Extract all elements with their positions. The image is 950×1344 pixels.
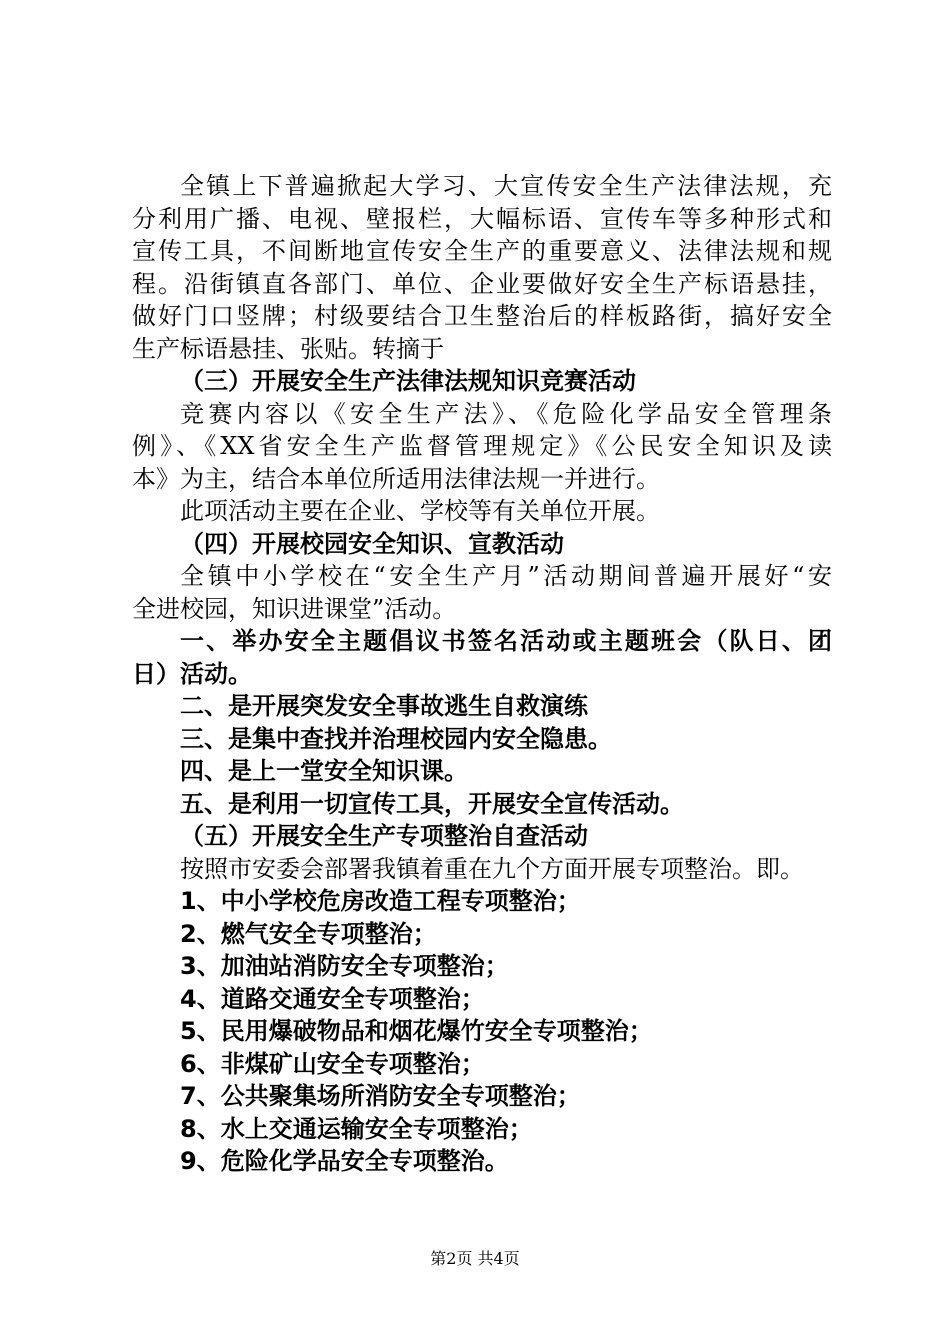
paragraph-rectification: 按照市安委会部署我镇着重在九个方面开展专项整治。即。 [180, 854, 804, 883]
section-heading-5: （五）开展安全生产专项整治自查活动 [180, 822, 588, 850]
paragraph-line: 生产标语悬挂、张贴。转摘于 [132, 334, 444, 363]
list-item: 二、是开展突发安全事故逃生自救演练 [180, 692, 588, 720]
paragraph-line: 程。沿街镇直各部门、单位、企业要做好安全生产标语悬挂， [132, 269, 832, 298]
paragraph-line: 全进校园，知识进课堂”活动。 [132, 594, 457, 623]
list-item: 一、举办安全主题倡议书签名活动或主题班会（队日、团 [180, 627, 832, 655]
paragraph-line: 全镇上下普遍掀起大学习、大宣传安全生产法律法规，充 [180, 172, 832, 200]
school-activity-list [132, 625, 832, 820]
list-item: 9、危险化学品安全专项整治。 [180, 1147, 509, 1175]
list-item: 四、是上一堂安全知识课。 [180, 757, 468, 785]
list-item: 3、加油站消防安全专项整治； [180, 952, 509, 980]
paragraph-campus [132, 560, 832, 625]
paragraph-competition [132, 398, 832, 496]
paragraph-line: 本》为主，结合本单位所适用法律法规一并进行。 [132, 464, 660, 493]
list-item: 1、中小学校危房改造工程专项整治； [180, 887, 581, 915]
list-item: 8、水上交通运输安全专项整治； [180, 1114, 533, 1143]
paragraph-scope: 此项活动主要在企业、学校等有关单位开展。 [180, 497, 660, 525]
section-heading-3: （三）开展安全生产法律法规知识竞赛活动 [180, 367, 636, 395]
list-item: 五、是利用一切宣传工具，开展安全宣传活动。 [180, 789, 684, 818]
list-item: 日）活动。 [132, 659, 252, 688]
paragraph-line: 全镇中小学校在“安全生产月”活动期间普遍开展好“安 [180, 562, 832, 590]
page-number-footer: 第2页 共4页 [430, 1249, 520, 1268]
list-item: 三、是集中查找并治理校园内安全隐患。 [180, 724, 612, 753]
list-item: 6、非煤矿山安全专项整治； [180, 1049, 485, 1078]
paragraph-line: 竞赛内容以《安全生产法》、《危险化学品安全管理条 [180, 399, 832, 428]
paragraph-line: 分利用广播、电视、壁报栏，大幅标语、宣传车等多种形式和 [132, 204, 832, 233]
list-item: 2、燃气安全专项整治； [180, 919, 437, 948]
paragraph-publicity [132, 170, 832, 365]
rectification-list [132, 885, 832, 1178]
list-item: 4、道路交通安全专项整治； [180, 984, 485, 1013]
paragraph-line: 宣传工具，不间断地宣传安全生产的重要意义、法律法规和规 [132, 237, 832, 265]
document-body [132, 170, 832, 1178]
section-heading-4: （四）开展校园安全知识、宣教活动 [180, 529, 564, 558]
paragraph-line: 例》、《XX省安全生产监督管理规定》《公民安全知识及读 [132, 432, 832, 460]
paragraph-line: 做好门口竖牌；村级要结合卫生整治后的样板路街，搞好安全 [132, 302, 832, 330]
list-item: 5、民用爆破物品和烟花爆竹安全专项整治； [180, 1017, 653, 1045]
list-item: 7、公共聚集场所消防安全专项整治； [180, 1082, 581, 1110]
